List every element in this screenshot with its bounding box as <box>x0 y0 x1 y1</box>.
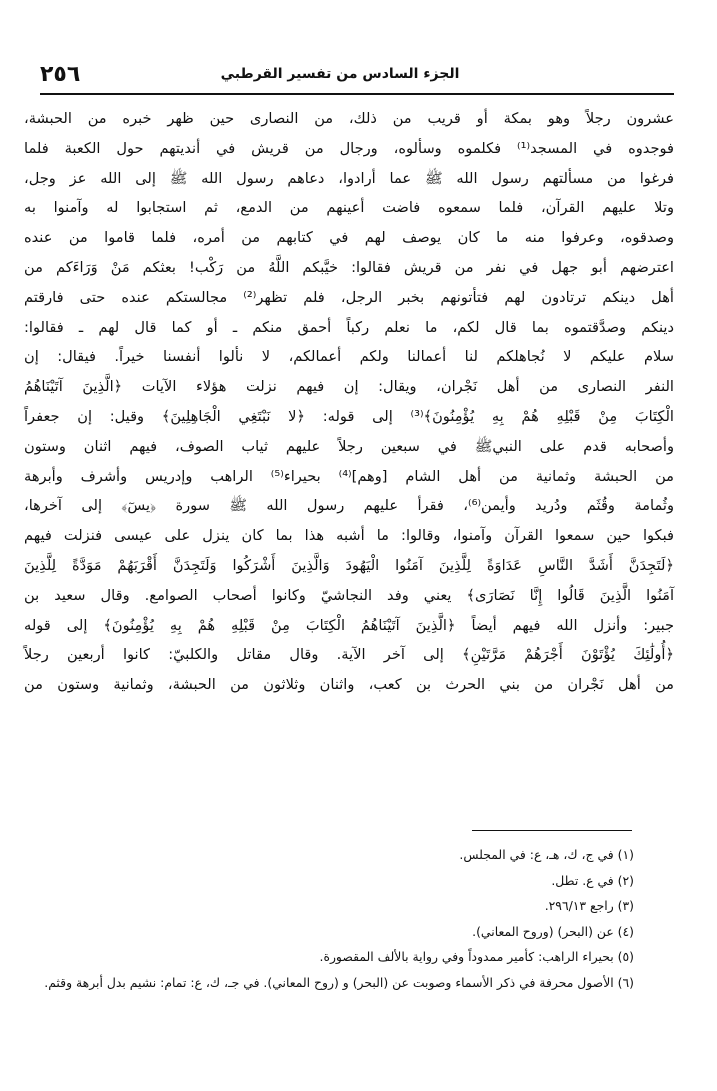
footnotes <box>40 842 634 996</box>
text-line: من أهل نَجْران من بني الحرث بن كعب، واثنان وثلاثون من الحبشة، وثمانية وستون من <box>24 676 674 694</box>
text-line: وتلا عليهم القرآن، فلما سمعوه فاضت أعينهم من الدمع، ثم استجابوا له وآمنوا به <box>24 199 674 217</box>
text-line: من الحبشة وثمانية من أهل الشام [وهم]⁽⁴⁾ بحيراء⁽⁵⁾ الراهب وإدريس وأشرف وأبرهة <box>24 467 674 485</box>
footnote: (١) في ج، ك، هـ، ع: في المجلس. <box>459 847 634 862</box>
text-line: سلام عليكم لا نُجاهلكم لنا أعمالنا ولكم أعمالكم، لا نألوا أنفسنا خيراً. فيقال: إن <box>24 348 674 366</box>
footnote: (٢) في ع. تطل. <box>551 872 634 888</box>
page-number: ٢٥٦ <box>40 62 81 87</box>
footnote: (٦) الأصول محرفة في ذكر الأسماء وصوبت عن (البحر) و (روح المعاني). في جـ، ك، ع: تمام: نشيم بدل أبرهة وقثم. <box>44 974 634 990</box>
text-line: ﴿لَتَجِدَنَّ أَشَدَّ النَّاسِ عَدَاوَةً لِلَّذِينَ آمَنُوا الْيَهُودَ وَالَّذِينَ أَشْرَكُوا وَلَتَجِدَنَّ أَقْرَبَهُمْ مَوَدَّةً لِلَّذِينَ <box>24 556 674 574</box>
text-line: ﴿أُولَٰئِكَ يُؤْتَوْنَ أَجْرَهُمْ مَرَّتَيْنِ﴾ إلى آخر الآية. وقال مقاتل والكلبيّ: كانوا أربعين رجلاً <box>24 646 674 664</box>
text-line: فبكوا حين سمعوا القرآن وآمنوا، وقالوا: ما أشبه هذا بما كان ينزل على عيسى فنزلت فيهم <box>24 527 674 545</box>
text-line: أهل دينكم ترتادون لهم فتأتونهم بخبر الرجل، فلم تظهر⁽²⁾ مجالستكم عنده حتى فارقتم <box>24 288 674 306</box>
text-line: اعترضهم أبو جهل في نفر من قريش فقالوا: خيَّبكم اللَّهُ من رَكْب! بعثكم مَنْ وَرَاءَكم من <box>24 258 674 276</box>
running-title: الجزء السادس من تفسير القرطبي <box>220 66 460 82</box>
text-line: الْكِتَابَ مِنْ قَبْلِهِ هُمْ بِهِ يُؤْمِنُونَ﴾⁽³⁾ إلى قوله: ﴿لا نَبْتَغِي الْجَاهِلِينَ﴾ وقيل: إن جعفراً <box>24 407 674 425</box>
footnote: (٣) راجع ٢٩٦/١٣. <box>544 898 634 914</box>
text-line: فوجدوه في المسجد⁽¹⁾ فكلموه وسألوه، ورجال من قريش في أنديتهم حول الكعبة فلما <box>24 139 674 157</box>
text-line: دينكم وصدَّقتموه بما قال لكم، ما نعلم ركباً أحمق منكم ـ أو كما قال لهم ـ فقالوا: <box>24 318 674 336</box>
footnote: (٥) بحيراء الراهب: كأمير ممدوداً وفي رواية بالألف المقصورة. <box>319 949 634 965</box>
page-header <box>40 58 674 96</box>
text-line: عشرون رجلاً وهو بمكة أو قريب من ذلك، من النصارى حين ظهر خبره من الحبشة، <box>24 110 674 127</box>
footnote-rule <box>472 830 632 831</box>
footnote: (٤) عن (البحر) (وروح المعاني). <box>472 923 634 939</box>
text-line: آمَنُوا الَّذِينَ قَالُوا إِنَّا نَصَارَى﴾ يعني وفد النجاشيّ وكانوا أصحاب الصوامع. وقال سعيد بن <box>24 586 674 604</box>
text-line: وأصحابه قدم على النبيﷺ في سبعين رجلاً عليهم ثياب الصوف، فيهم اثنان وستون <box>24 437 674 455</box>
main-text <box>24 104 674 700</box>
header-rule <box>40 93 674 95</box>
text-line: وصدقوه، وعرفوا منه ما كان يوصف لهم في كتابهم من أمره، فلما قاموا من عنده <box>24 229 674 247</box>
text-line: وثُمامة وقُثَم ودُريد وأيمن⁽⁶⁾، فقرأ عليهم رسول الله ﷺ سورة ﴿يسٓ﴾ إلى آخرها، <box>24 497 674 515</box>
text-line: فرغوا من مسألتهم رسول الله ﷺ عما أرادوا، دعاهم رسول الله ﷺ إلى الله عز وجل، <box>24 169 674 187</box>
text-line: النفر النصارى من أهل نَجْران، ويقال: إن فيهم نزلت هؤلاء الآيات ﴿الَّذِينَ آتَيْنَاهُمُ <box>24 378 674 396</box>
text-line: جبير: وأنزل الله فيهم أيضاً ﴿الَّذِينَ آتَيْنَاهُمُ الْكِتَابَ مِنْ قَبْلِهِ هُمْ بِهِ يُؤْمِنُونَ﴾ إلى قوله <box>24 616 674 634</box>
